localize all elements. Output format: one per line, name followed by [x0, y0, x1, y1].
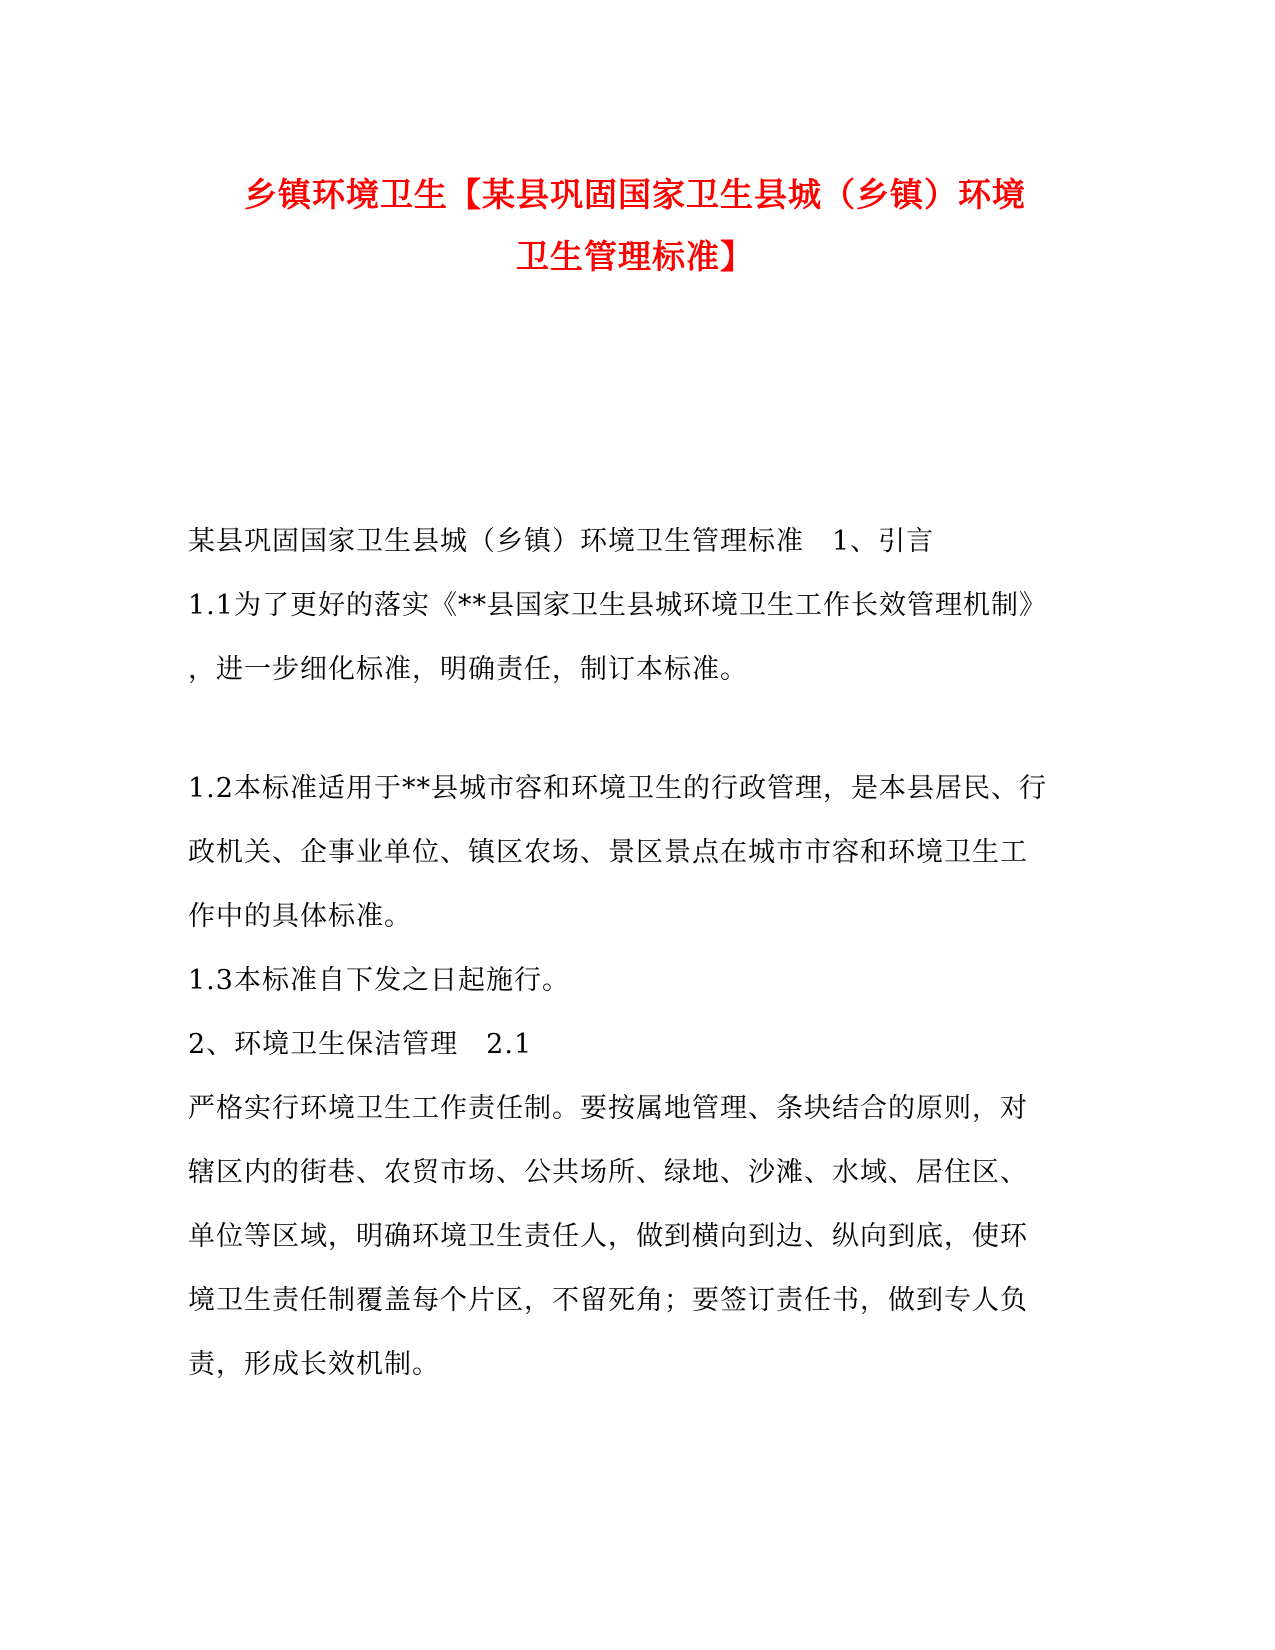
paragraph-2-1-line-2: 辖区内的街巷、农贸市场、公共场所、绿地、沙滩、水域、居住区、: [188, 1157, 1028, 1188]
paragraph-1-2-line-3: 作中的具体标准。: [188, 901, 412, 932]
title-line-2: 卫生管理标准】: [516, 237, 754, 276]
paragraph-1-2-line-1: 1.2本标准适用于**县城市容和环境卫生的行政管理，是本县居民、行: [188, 773, 1047, 804]
section-1-2-block: [188, 757, 1088, 1397]
paragraph-2-1-line-5: 责，形成长效机制。: [188, 1349, 440, 1380]
paragraph-1-2-line-2: 政机关、企事业单位、镇区农场、景区景点在城市市容和环境卫生工: [188, 837, 1028, 868]
section-1-block: [188, 510, 1088, 702]
paragraph-2-1-line-3: 单位等区域，明确环境卫生责任人，做到横向到边、纵向到底，使环: [188, 1221, 1028, 1252]
paragraph-2-1-line-4: 境卫生责任制覆盖每个片区，不留死角；要签订责任书，做到专人负: [188, 1285, 1028, 1316]
paragraph-1-1-line-1: 1.1为了更好的落实《**县国家卫生县城环境卫生工作长效管理机制》: [188, 590, 1047, 621]
paragraph-1-1-line-2: ，进一步细化标准，明确责任，制订本标准。: [188, 654, 748, 685]
intro-line: 某县巩固国家卫生县城（乡镇）环境卫生管理标准 1、引言: [188, 526, 935, 557]
paragraph-2-1-line-1: 严格实行环境卫生工作责任制。要按属地管理、条块结合的原则，对: [188, 1093, 1028, 1124]
document-title: [185, 164, 1085, 288]
section-2-heading: 2、环境卫生保洁管理 2.1: [188, 1029, 533, 1060]
title-line-1: 乡镇环境卫生【某县巩固国家卫生县城（乡镇）环境: [244, 175, 1026, 214]
paragraph-1-3: 1.3本标准自下发之日起施行。: [188, 965, 570, 996]
